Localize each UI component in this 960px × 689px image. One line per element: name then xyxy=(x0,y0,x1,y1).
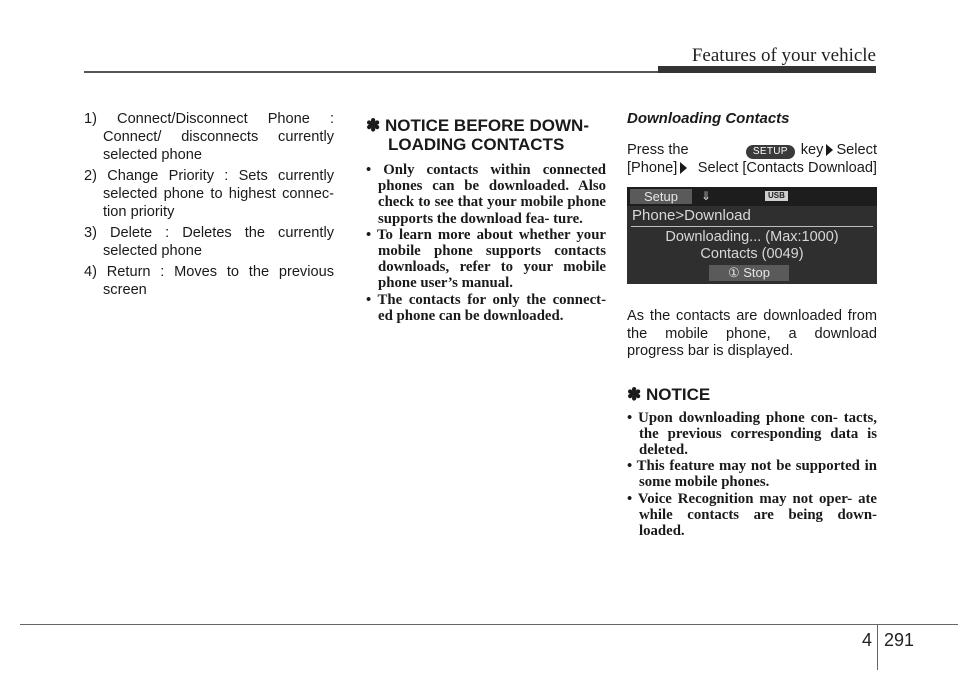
notice-item: • This feature may not be supported in some mobile phones. xyxy=(627,458,877,491)
header-rule-accent xyxy=(658,66,876,73)
notice-title: NOTICE BEFORE DOWN- LOADING CONTACTS xyxy=(384,116,589,154)
screen-stop-button: ① Stop xyxy=(709,265,789,281)
select-contacts-text: Select [Contacts Download] xyxy=(697,159,877,176)
notice-heading xyxy=(627,385,877,404)
notice-item: • Upon downloading phone con- tacts, the previous corresponding data is deleted. xyxy=(627,409,877,458)
list-item: 2) Change Priority : Sets currently selected phone to highest connec- tion priority xyxy=(84,168,334,220)
setup-key-group xyxy=(740,142,877,160)
phone-menu-group xyxy=(627,160,690,178)
setup-key-icon: SETUP xyxy=(746,145,795,159)
notice-item: • The contacts for only the connect- ed phone can be downloaded. xyxy=(366,291,606,324)
section-title: Downloading Contacts xyxy=(627,110,790,127)
key-text: key xyxy=(800,142,824,158)
notice-heading xyxy=(366,116,606,154)
arrow-right-icon xyxy=(680,162,687,174)
select-text: Select xyxy=(836,142,877,158)
screen-title: Phone>Download xyxy=(632,207,751,224)
list-item: 3) Delete : Deletes the currently selected phone xyxy=(84,225,334,259)
screen-divider xyxy=(631,226,873,227)
header-title: Features of your vehicle xyxy=(691,45,876,66)
instruction-line-2 xyxy=(627,160,877,178)
arrow-right-icon xyxy=(826,144,833,156)
right-column xyxy=(627,110,877,539)
notice-star-icon: ✽ xyxy=(627,384,642,404)
download-icon: ⇓ xyxy=(701,189,712,203)
page-number: 291 xyxy=(884,630,915,650)
description-paragraph: As the contacts are downloaded from the mobile phone, a download progress bar is displayed. xyxy=(627,308,877,359)
download-screen-image xyxy=(627,187,877,284)
screen-setup-tab: Setup xyxy=(630,189,692,204)
press-text: Press the xyxy=(627,142,689,158)
notice-item: • To learn more about whether your mobile phone supports contacts downloads, refer to your mobile phone user’s manual. xyxy=(366,226,606,292)
footer-divider xyxy=(877,624,878,670)
footer-rule xyxy=(20,624,958,625)
middle-column xyxy=(366,110,606,324)
left-column xyxy=(84,110,334,302)
notice-item: • Only contacts within connected phones can be downloaded. Also check to see that your mobile phone supports the download fea- ture. xyxy=(366,162,606,227)
instruction-line-1 xyxy=(627,142,877,160)
list-item: 1) Connect/Disconnect Phone : Connect/ disconnects currently selected phone xyxy=(84,111,334,163)
screen-contacts-count: Contacts (0049) xyxy=(700,246,804,262)
notice-star-icon: ✽ xyxy=(366,116,381,135)
screen-progress-text: Downloading... (Max:1000) xyxy=(665,229,839,245)
usb-badge: USB xyxy=(765,191,788,201)
chapter-number: 4 xyxy=(861,630,872,650)
notice-title: NOTICE xyxy=(645,384,711,404)
notice-item: • Voice Recognition may not oper- ate while contacts are being down- loaded. xyxy=(627,490,877,539)
list-item: 4) Return : Moves to the previous screen xyxy=(84,264,334,298)
phone-menu-text: [Phone] xyxy=(627,159,678,176)
